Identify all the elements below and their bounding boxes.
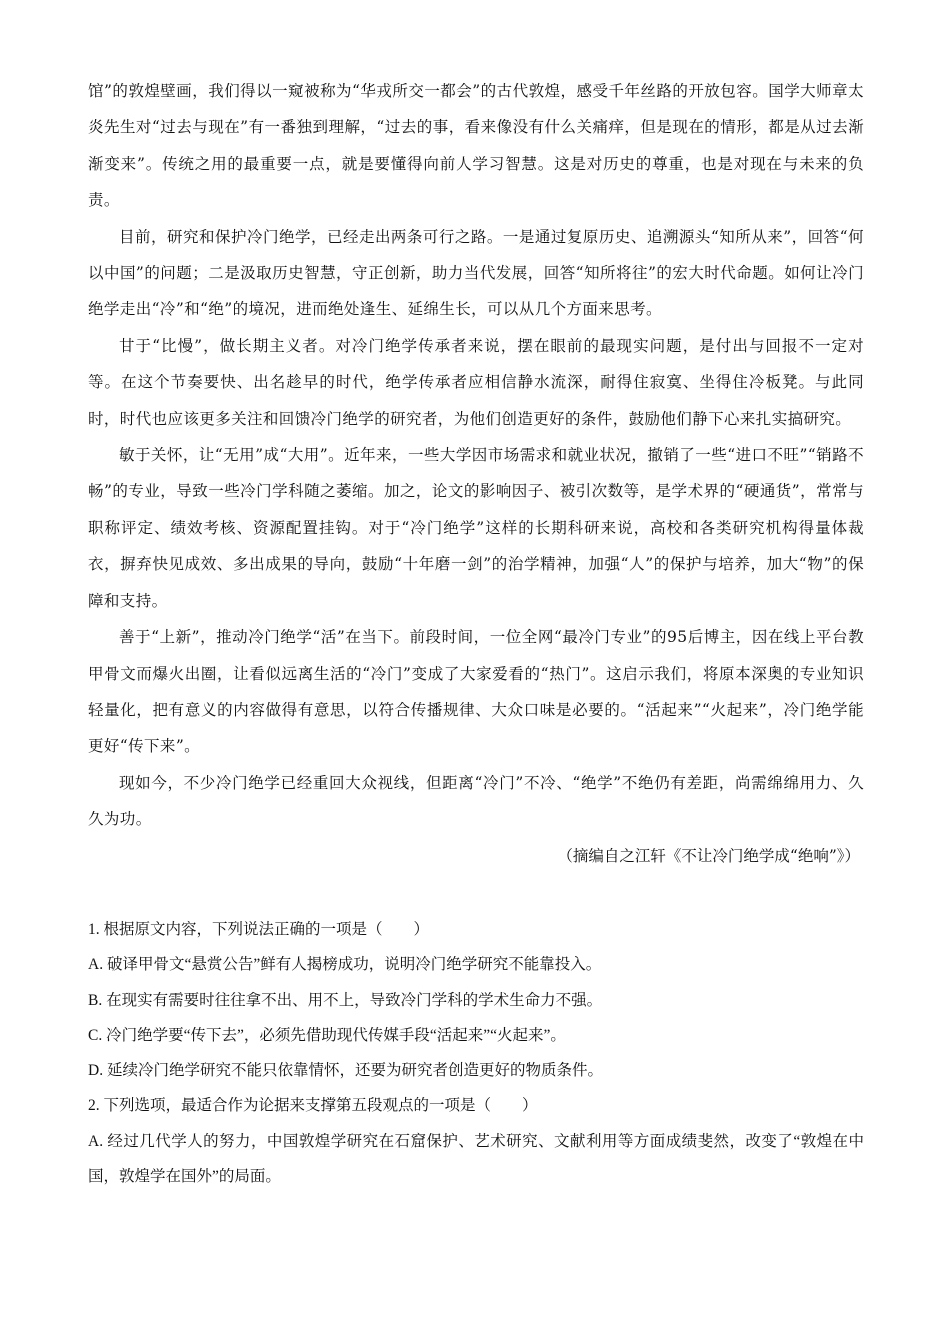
paragraph-new: 善于“上新”，推动冷门绝学“活”在当下。前段时间，一位全网“最冷门专业”的95后博主，因在线上平台教甲骨文而爆火出圈，让看似远离生活的“冷门”变成了大家爱看的“热门”。这启示我们，将原本深奥的专业知识轻量化，把有意义的内容做得有意思，以符合传播规律、大众口味是必要的。“活起来”“火起来”，冷门绝学能更好“传下来”。: [88, 628, 864, 756]
paragraph-conclusion: 现如今，不少冷门绝学已经重回大众视线，但距离“冷门”不冷、“绝学”不绝仍有差距，尚需绵绵用力、久久为功。: [88, 773, 864, 829]
question-1-option-b: B. 在现实有需要时往往拿不出、用不上，导致冷门学科的学术生命力不强。: [88, 991, 603, 1009]
question-2-stem: 2. 下列选项，最适合作为论据来支撑第五段观点的一项是（ ）: [88, 1097, 538, 1115]
questions: [88, 912, 864, 1194]
paragraph-slow: 甘于“比慢”，做长期主义者。对冷门绝学传承者来说，摆在眼前的最现实问题，是付出与回报不一定对等。在这个节奏要快、出名趁早的时代，绝学传承者应相信静水流深，耐得住寂寞、坐得住冷板凳。与此同时，时代也应该更多关注和回馈冷门绝学的研究者，为他们创造更好的条件，鼓励他们静下心来扎实搞研究。: [88, 336, 864, 428]
paragraph-care: 敏于关怀，让“无用”成“大用”。近年来，一些大学因市场需求和就业状况，撤销了一些“进口不旺”“销路不畅”的专业，导致一些冷门学科随之萎缩。加之，论文的影响因子、被引次数等，是学术界的“硬通货”，常常与职称评定、绩效考核、资源配置挂钩。对于“冷门绝学”这样的长期科研来说，高校和各类研究机构得量体裁衣，摒弃快见成效、多出成果的导向，鼓励“十年磨一剑”的治学精神，加强“人”的保护与培养，加大“物”的保障和支持。: [88, 446, 864, 610]
paragraph-current-paths: 目前，研究和保护冷门绝学，已经走出两条可行之路。一是通过复原历史、追溯源头“知所从来”，回答“何以中国”的问题；二是汲取历史智慧，守正创新，助力当代发展，回答“知所将往”的宏大时代命题。如何让冷门绝学走出“冷”和“绝”的境况，进而绝处逢生、延绵生长，可以从几个方面来思考。: [88, 227, 864, 319]
question-1-option-c: C. 冷门绝学要“传下去”，必须先借助现代传媒手段“活起来”“火起来”。: [88, 1026, 566, 1044]
passage: [88, 73, 864, 874]
question-1-option-d: D. 延续冷门绝学研究不能只依靠情怀，还要为研究者创造更好的物质条件。: [88, 1062, 603, 1080]
question-2-option-a: A. 经过几代学人的努力，中国敦煌学研究在石窟保护、艺术研究、文献利用等方面成绩斐然，改变了“敦煌在中国，敦煌学在国外”的局面。: [88, 1132, 864, 1186]
source-citation: （摘编自之江轩《不让冷门绝学成“绝响”》）: [557, 846, 860, 865]
question-1-stem: 1. 根据原文内容，下列说法正确的一项是（ ）: [88, 921, 430, 938]
question-1-option-a: A. 破译甲骨文“悬赏公告”鲜有人揭榜成功，说明冷门绝学研究不能靠投入。: [88, 956, 602, 974]
paragraph-continuation: 馆”的敦煌壁画，我们得以一窥被称为“华戎所交一都会”的古代敦煌，感受千年丝路的开放包容。国学大师章太炎先生对“过去与现在”有一番独到理解，“过去的事，看来像没有什么关痛痒，但是现在的情形，都是从过去渐渐变来”。传统之用的最重要一点，就是要懂得向前人学习智慧。这是对历史的尊重，也是对现在与未来的负责。: [88, 82, 864, 210]
